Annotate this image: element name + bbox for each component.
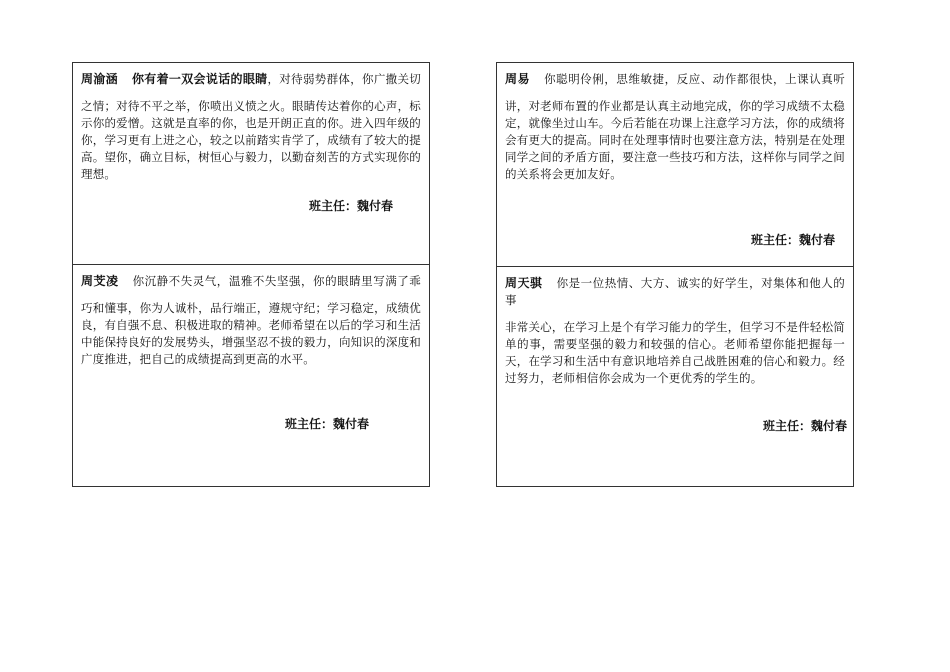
comment-body: 巧和懂事，你为人诚朴，品行端正，遵规守纪；学习稳定，成绩优良，有自强不息、积极进取的精神。老师希望在以后的学习和生活中能保持良好的发展势头，增强坚忍不拔的毅力，向知识的深度和广度推进，把自己的成绩提高到更高的水平。 bbox=[81, 301, 421, 366]
teacher-signature: 班主任：魏付春 bbox=[751, 233, 836, 247]
comment-body: 讲，对老师布置的作业都是认真主动地完成，你的学习成绩不太稳定，就像坐过山车。今后若能在功课上注意学习方法，你的成绩将会有更大的提高。同时在处理事情时也要注意方法，特别是在处理同学之间的矛盾方面，要注意一些技巧和方法，这样你与同学之间的关系将会更加友好。 bbox=[505, 99, 845, 181]
comment-first-line bbox=[81, 273, 421, 290]
comment-first-line-rest: 你聪明伶俐，思维敏捷，反应、动作都很快，上课认真听 bbox=[544, 72, 846, 86]
comment-card-zhou-yi bbox=[497, 63, 853, 267]
student-name: 周天骐 bbox=[505, 276, 543, 290]
teacher-signature: 班主任：魏付春 bbox=[309, 199, 394, 213]
comment-first-line bbox=[505, 71, 845, 88]
comment-card-zhou-tianqi bbox=[497, 267, 853, 486]
comment-first-line bbox=[505, 275, 845, 309]
left-column bbox=[72, 62, 430, 487]
comment-first-line bbox=[81, 71, 421, 88]
comment-card-zhou-wenling bbox=[73, 265, 429, 486]
comment-first-line-rest: 你沉静不失灵气，温雅不失坚强，你的眼睛里写满了乖 bbox=[132, 274, 421, 288]
comment-body: 之情；对待不平之举，你喷出义愤之火。眼睛传达着你的心声，标示你的爱憎。这就是直率的你，也是开朗正直的你。进入四年级的你，学习更有上进之心，较之以前踏实肯学了，成绩有了较大的提高。望你，确立目标，树恒心与毅力，以勤奋刻苦的方式实现你的理想。 bbox=[81, 99, 421, 181]
comment-text bbox=[81, 71, 421, 183]
student-name: 周渝涵 bbox=[81, 72, 118, 86]
teacher-signature: 班主任：魏付春 bbox=[285, 417, 370, 431]
comment-first-line-rest: ，对待弱势群体，你广撒关切 bbox=[267, 72, 422, 86]
comment-body: 非常关心，在学习上是个有学习能力的学生，但学习不是件轻松简单的事，需要坚强的毅力和较强的信心。老师希望你能把握每一天，在学习和生活中有意识地培养自己战胜困难的信心和毅力。经过努力，老师相信你会成为一个更优秀的学生的。 bbox=[505, 320, 845, 385]
comment-first-line-rest: 你是一位热情、大方、诚实的好学生，对集体和他人的事 bbox=[505, 276, 845, 307]
comment-text bbox=[81, 273, 421, 368]
student-name: 周易 bbox=[505, 72, 531, 86]
student-name: 周芠凌 bbox=[81, 274, 119, 288]
comment-text bbox=[505, 71, 845, 183]
teacher-signature: 班主任：魏付春 bbox=[763, 419, 848, 433]
comment-lead: 你有着一双会说话的眼睛 bbox=[131, 72, 268, 86]
comment-text bbox=[505, 275, 845, 387]
comment-card-zhou-yuhan bbox=[73, 63, 429, 265]
right-column bbox=[496, 62, 854, 487]
